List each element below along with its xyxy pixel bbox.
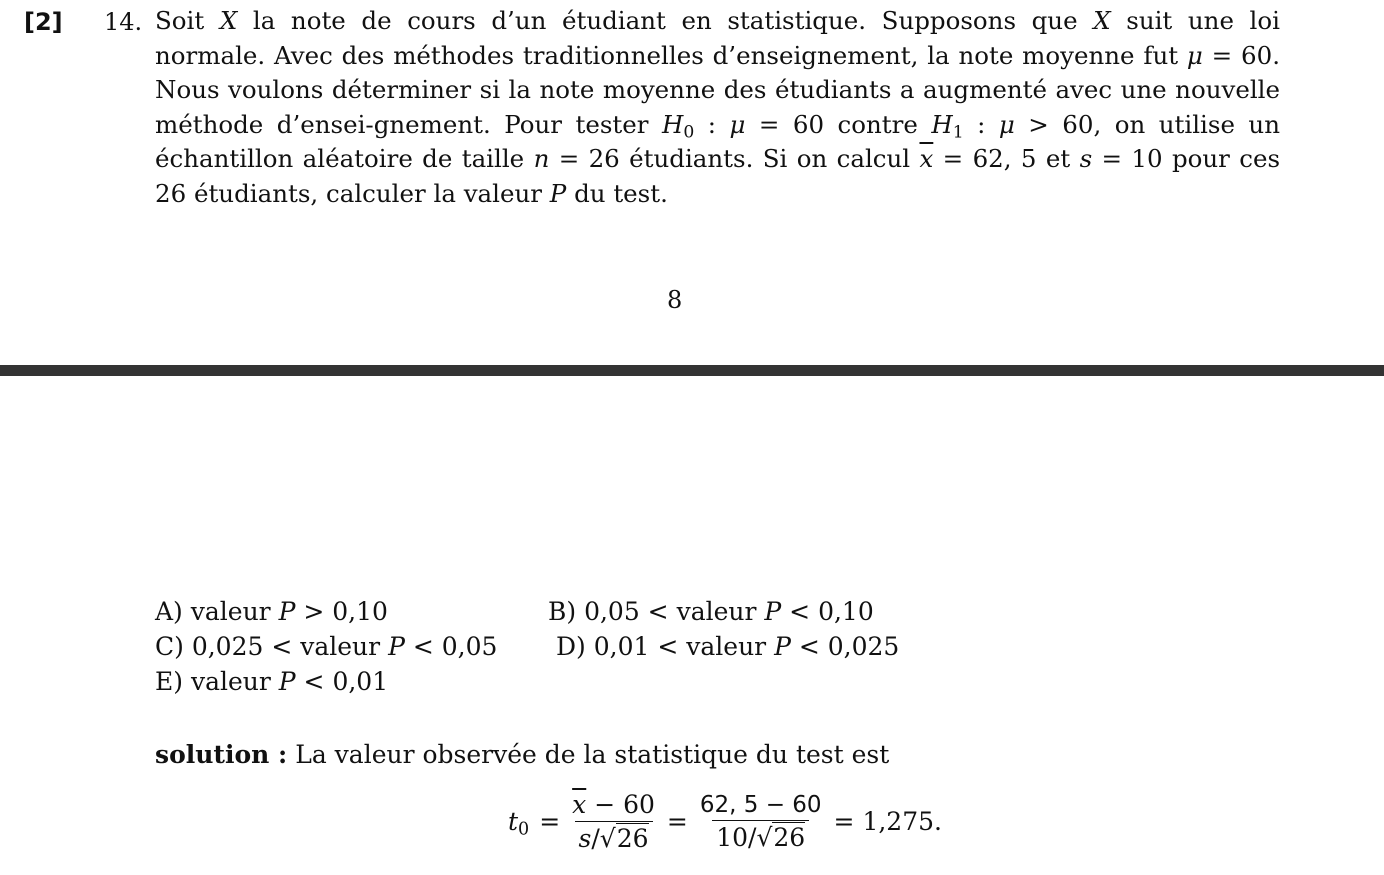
qt-s6: , on utilise un échantillon aléatoire de taille bbox=[155, 109, 1280, 174]
option-e-var: P bbox=[278, 667, 296, 696]
option-b-var: P bbox=[764, 597, 782, 626]
f2-den-root: 26 bbox=[773, 822, 806, 852]
fraction-1-denominator bbox=[575, 821, 653, 853]
fraction-1-numerator bbox=[568, 790, 659, 821]
qt-mu1: μ bbox=[1186, 40, 1203, 70]
page-number: 8 bbox=[667, 286, 683, 314]
page-divider bbox=[0, 365, 1384, 376]
f1-num-var: $\overline{x}$ bbox=[572, 790, 587, 819]
formula-t bbox=[508, 807, 530, 840]
fraction-2-denominator bbox=[712, 820, 809, 852]
solution-formula bbox=[508, 790, 942, 853]
option-c bbox=[155, 632, 497, 661]
option-b-post: < 0,10 bbox=[781, 597, 874, 626]
solution-paragraph bbox=[155, 740, 889, 769]
qt-X1: X bbox=[219, 6, 238, 35]
qt-s7: étudiants. Si on calcul bbox=[619, 144, 920, 174]
qt-s1: Soit bbox=[155, 6, 220, 35]
option-b bbox=[548, 597, 874, 626]
qt-xbar: $\overline{x}$ bbox=[919, 144, 934, 174]
qt-h0-rest: : bbox=[694, 109, 730, 139]
qt-s9: pour ces 26 étudiants, calculer la valeur bbox=[155, 144, 1281, 208]
formula-result: = 1,275. bbox=[833, 807, 942, 836]
f1-den-root: 26 bbox=[616, 824, 649, 853]
question-number: 14. bbox=[104, 8, 143, 36]
option-e-pre: E) valeur bbox=[155, 667, 279, 696]
option-d-var: P bbox=[774, 632, 791, 661]
option-e bbox=[155, 667, 388, 696]
option-a-post: > 0,10 bbox=[295, 597, 388, 626]
question-marks: [2] bbox=[24, 8, 63, 36]
option-c-var: P bbox=[388, 632, 405, 661]
option-c-post: < 0,05 bbox=[404, 632, 498, 661]
option-a bbox=[155, 597, 388, 626]
f2-den: 10/√ bbox=[716, 822, 773, 852]
qt-xbar-eq: = 62, 5 bbox=[933, 144, 1037, 174]
option-e-post: < 0,01 bbox=[295, 667, 389, 696]
qt-eq1: = 60 bbox=[1202, 40, 1273, 70]
option-a-var: P bbox=[278, 597, 296, 626]
qt-h0-eq: = 60 bbox=[745, 109, 825, 139]
qt-s-var: s bbox=[1079, 144, 1093, 174]
qt-mu2: μ bbox=[729, 109, 746, 139]
formula-fraction-1 bbox=[568, 790, 659, 853]
qt-s8: et bbox=[1036, 144, 1080, 174]
formula-eq2: = bbox=[666, 807, 688, 836]
qt-mu3: μ bbox=[998, 109, 1015, 139]
option-a-pre: A) valeur bbox=[155, 597, 279, 626]
qt-s3: suit une loi normale. Avec des méthodes traditionnelles d’enseignement, la note moyenne fut bbox=[155, 6, 1280, 70]
qt-s4: . Nous voulons déterminer si la note moyenne des étudiants a augmenté avec une nouvelle méthode d’ensei-gnement. Pour tester bbox=[155, 40, 1280, 139]
qt-h1-gt: > 60 bbox=[1014, 109, 1094, 139]
qt-P: P bbox=[549, 178, 567, 208]
qt-s2: la note de cours d’un étudiant en statistique. Supposons que bbox=[237, 6, 1094, 35]
qt-h1-sub: 1 bbox=[952, 122, 964, 143]
formula-t-var: t bbox=[508, 807, 519, 836]
qt-n: n bbox=[533, 144, 550, 174]
qt-h1-rest: : bbox=[963, 109, 999, 139]
option-d-post: < 0,025 bbox=[790, 632, 900, 661]
fraction-2-numerator: 62, 5 − 60 bbox=[699, 791, 822, 818]
f1-den-var: s bbox=[578, 824, 592, 853]
qt-h0-sub: 0 bbox=[683, 122, 695, 143]
option-b-pre: B) 0,05 < valeur bbox=[548, 597, 765, 626]
qt-n-eq: = 26 bbox=[549, 144, 620, 174]
formula-eq1: = bbox=[539, 807, 561, 836]
formula-t-sub: 0 bbox=[518, 819, 530, 840]
f1-den-rest: /√ bbox=[591, 824, 616, 853]
formula-fraction-2 bbox=[696, 792, 826, 852]
qt-s10: du test. bbox=[566, 178, 668, 208]
qt-s-eq: = 10 bbox=[1092, 144, 1163, 174]
qt-X2: X bbox=[1093, 6, 1111, 35]
solution-text: La valeur observée de la statistique du test est bbox=[287, 740, 890, 769]
qt-H0: H bbox=[661, 109, 684, 139]
qt-H1: H bbox=[931, 109, 953, 139]
qt-s5: contre bbox=[824, 109, 932, 139]
f1-num-rest: − 60 bbox=[586, 790, 655, 819]
question-text bbox=[155, 4, 1280, 212]
option-d bbox=[556, 632, 899, 661]
option-c-pre: C) 0,025 < valeur bbox=[155, 632, 389, 661]
option-d-pre: D) 0,01 < valeur bbox=[556, 632, 775, 661]
solution-label: solution : bbox=[155, 740, 288, 769]
